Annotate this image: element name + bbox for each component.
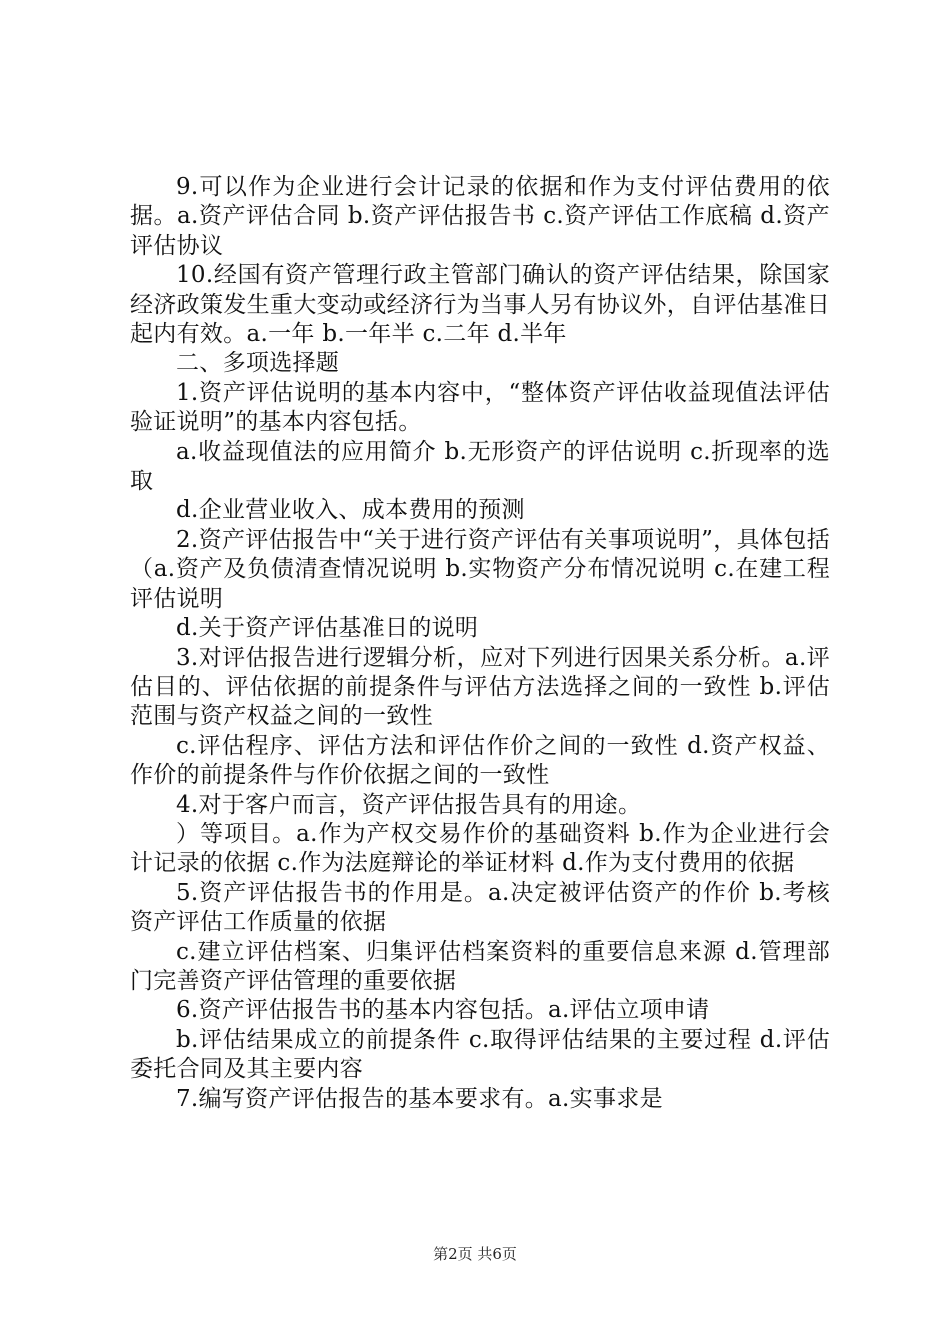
paragraph-mq4: 4.对于客户而言，资产评估报告具有的用途。 xyxy=(176,791,642,818)
paragraph-mq6: 6.资产评估报告书的基本内容包括。a.评估立项申请 xyxy=(176,997,710,1024)
document-body xyxy=(130,173,830,1114)
paragraph-mq1-options-abc: a.收益现值法的应用简介 b.无形资产的评估说明 c.折现率的选取 xyxy=(130,438,830,495)
page-number-footer: 第2页 共6页 xyxy=(433,1245,517,1263)
paragraph-mq2: 2.资产评估报告中“关于进行资产评估有关事项说明”，具体包括（a.资产及负债清查情况说明 b.实物资产分布情况说明 c.在建工程评估说明 xyxy=(130,526,830,612)
paragraph-mq4-options: ）等项目。a.作为产权交易作价的基础资料 b.作为企业进行会计记录的依据 c.作为法庭辩论的举证材料 d.作为支付费用的依据 xyxy=(130,820,830,877)
paragraph-mq5: 5.资产评估报告书的作用是。a.决定被评估资产的作价 b.考核资产评估工作质量的依据 xyxy=(130,879,830,936)
section-heading-multiple-choice: 二、多项选择题 xyxy=(176,350,340,377)
paragraph-mq3-options-cd: c.评估程序、评估方法和评估作价之间的一致性 d.资产权益、作价的前提条件与作价依据之间的一致性 xyxy=(130,732,830,789)
paragraph-mq3: 3.对评估报告进行逻辑分析，应对下列进行因果关系分析。a.评估目的、评估依据的前提条件与评估方法选择之间的一致性 b.评估范围与资产权益之间的一致性 xyxy=(130,644,830,730)
paragraph-mq1: 1.资产评估说明的基本内容中，“整体资产评估收益现值法评估验证说明”的基本内容包括。 xyxy=(130,379,830,436)
paragraph-mq7: 7.编写资产评估报告的基本要求有。a.实事求是 xyxy=(176,1085,663,1112)
paragraph-mq5-options-cd: c.建立评估档案、归集评估档案资料的重要信息来源 d.管理部门完善资产评估管理的重要依据 xyxy=(130,938,830,994)
paragraph-mq2-option-d: d.关于资产评估基准日的说明 xyxy=(176,615,479,642)
paragraph-mq1-option-d: d.企业营业收入、成本费用的预测 xyxy=(176,497,525,524)
paragraph-q9: 9.可以作为企业进行会计记录的依据和作为支付评估费用的依据。a.资产评估合同 b.资产评估报告书 c.资产评估工作底稿 d.资产评估协议 xyxy=(130,174,830,259)
paragraph-mq6-options-bcd: b.评估结果成立的前提条件 c.取得评估结果的主要过程 d.评估委托合同及其主要内容 xyxy=(130,1026,830,1083)
paragraph-q10: 10.经国有资产管理行政主管部门确认的资产评估结果，除国家经济政策发生重大变动或经济行为当事人另有协议外，自评估基准日起内有效。a.一年 b.一年半 c.二年 d.半年 xyxy=(130,262,830,348)
